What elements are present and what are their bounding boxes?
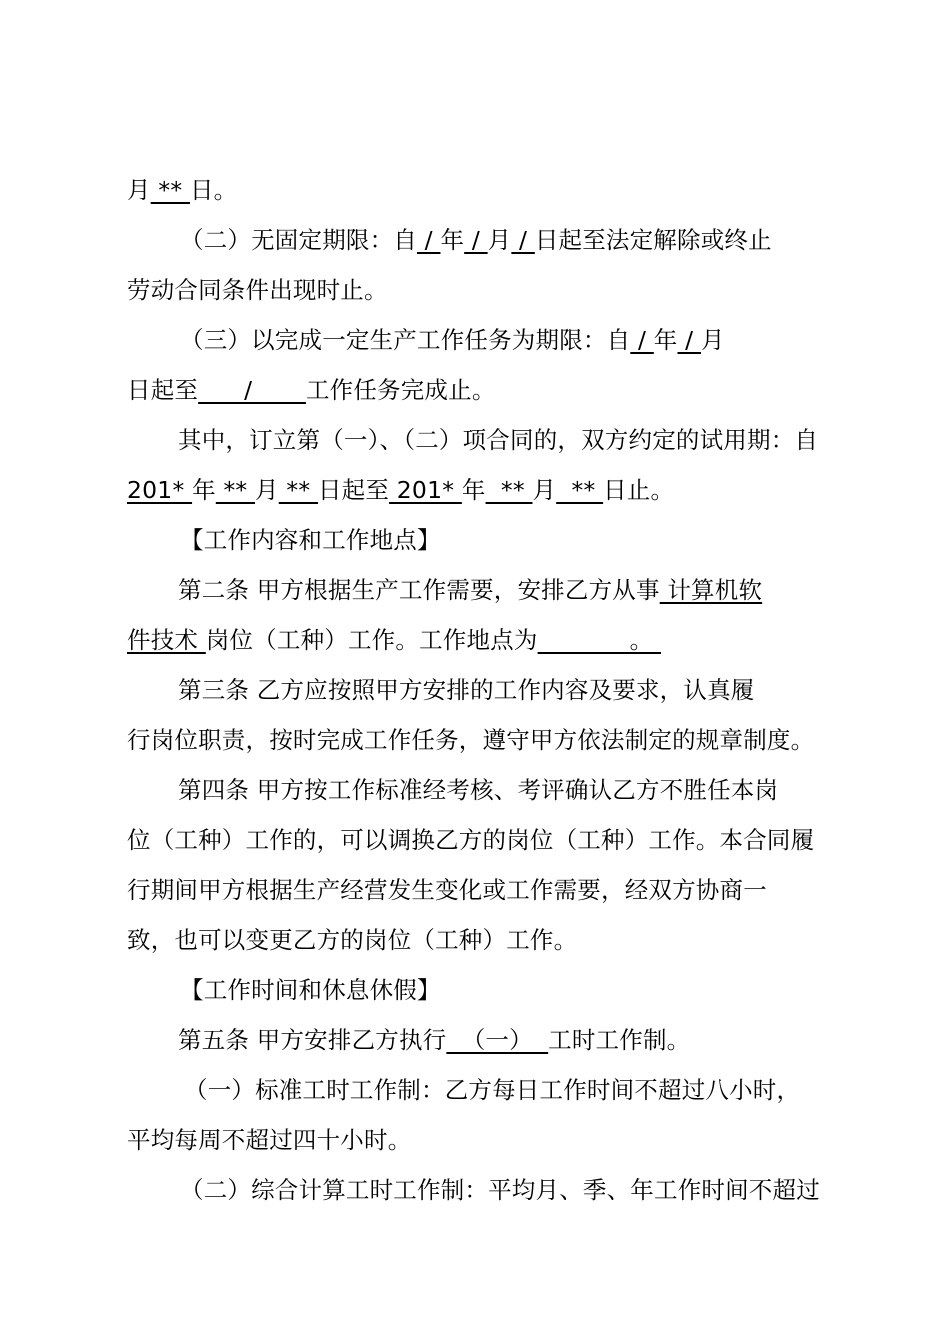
section-heading-work-time: 【工作时间和休息休假】	[180, 976, 441, 1004]
text-line-2: （二）无固定期限：自 / 年 / 月 / 日起至法定解除或终止	[180, 226, 772, 254]
text-line-11: 第三条 乙方应按照甲方安排的工作内容及要求，认真履	[178, 676, 755, 704]
text-line-18: 第五条 甲方安排乙方执行 （一） 工时工作制。	[178, 1026, 691, 1054]
text-line-21: （二）综合计算工时工作制：平均月、季、年工作时间不超过	[180, 1176, 820, 1204]
text-line-19: （一）标准工时工作制：乙方每日工作时间不超过八小时，	[184, 1076, 801, 1104]
probation-end-year: 201*	[389, 476, 462, 504]
position-field: 件技术	[127, 626, 206, 654]
text-line-3: 劳动合同条件出现时止。	[127, 276, 388, 304]
blank-task: /	[198, 376, 306, 404]
text-line-4: （三）以完成一定生产工作任务为期限：自 / 年 / 月	[180, 326, 725, 354]
blank-day: /	[511, 226, 535, 254]
probation-start-month: **	[215, 476, 256, 504]
text-line-13: 第四条 甲方按工作标准经考核、考评确认乙方不胜任本岗	[178, 776, 779, 804]
workplace-field: 。	[537, 626, 662, 654]
probation-start-day: **	[278, 476, 318, 504]
text-line-14: 位（工种）工作的，可以调换乙方的岗位（工种）工作。本合同履	[127, 826, 815, 854]
text-line-7: 201* 年 ** 月 ** 日起至 201* 年 ** 月 ** 日止。	[127, 476, 675, 504]
text-line-12: 行岗位职责，按时完成工作任务，遵守甲方依法制定的规章制度。	[127, 726, 815, 754]
blank-year: /	[417, 226, 441, 254]
work-hour-system-field: （一）	[446, 1026, 549, 1054]
blank-day: **	[150, 176, 190, 204]
probation-end-month: **	[485, 476, 533, 504]
position-field: 计算机软	[659, 576, 763, 604]
section-heading-work-content: 【工作内容和工作地点】	[180, 526, 441, 554]
text-line-1: 月 ** 日。	[127, 176, 238, 204]
text-line-16: 致，也可以变更乙方的岗位（工种）工作。	[127, 926, 578, 954]
probation-end-day: **	[556, 476, 604, 504]
text-line-9: 第二条 甲方根据生产工作需要，安排乙方从事 计算机软	[178, 576, 763, 604]
blank-month: /	[464, 226, 488, 254]
probation-start-year: 201*	[127, 476, 193, 504]
blank-month: /	[677, 326, 701, 354]
text-line-10: 件技术 岗位（工种）工作。工作地点为 。	[127, 626, 662, 654]
text-line-20: 平均每周不超过四十小时。	[127, 1126, 412, 1154]
text-line-5: 日起至 / 工作任务完成止。	[127, 376, 496, 404]
blank-year: /	[630, 326, 654, 354]
text-line-15: 行期间甲方根据生产经营发生变化或工作需要，经双方协商一	[127, 876, 767, 904]
text-line-6: 其中，订立第（一）、（二）项合同的，双方约定的试用期：自	[178, 426, 819, 454]
